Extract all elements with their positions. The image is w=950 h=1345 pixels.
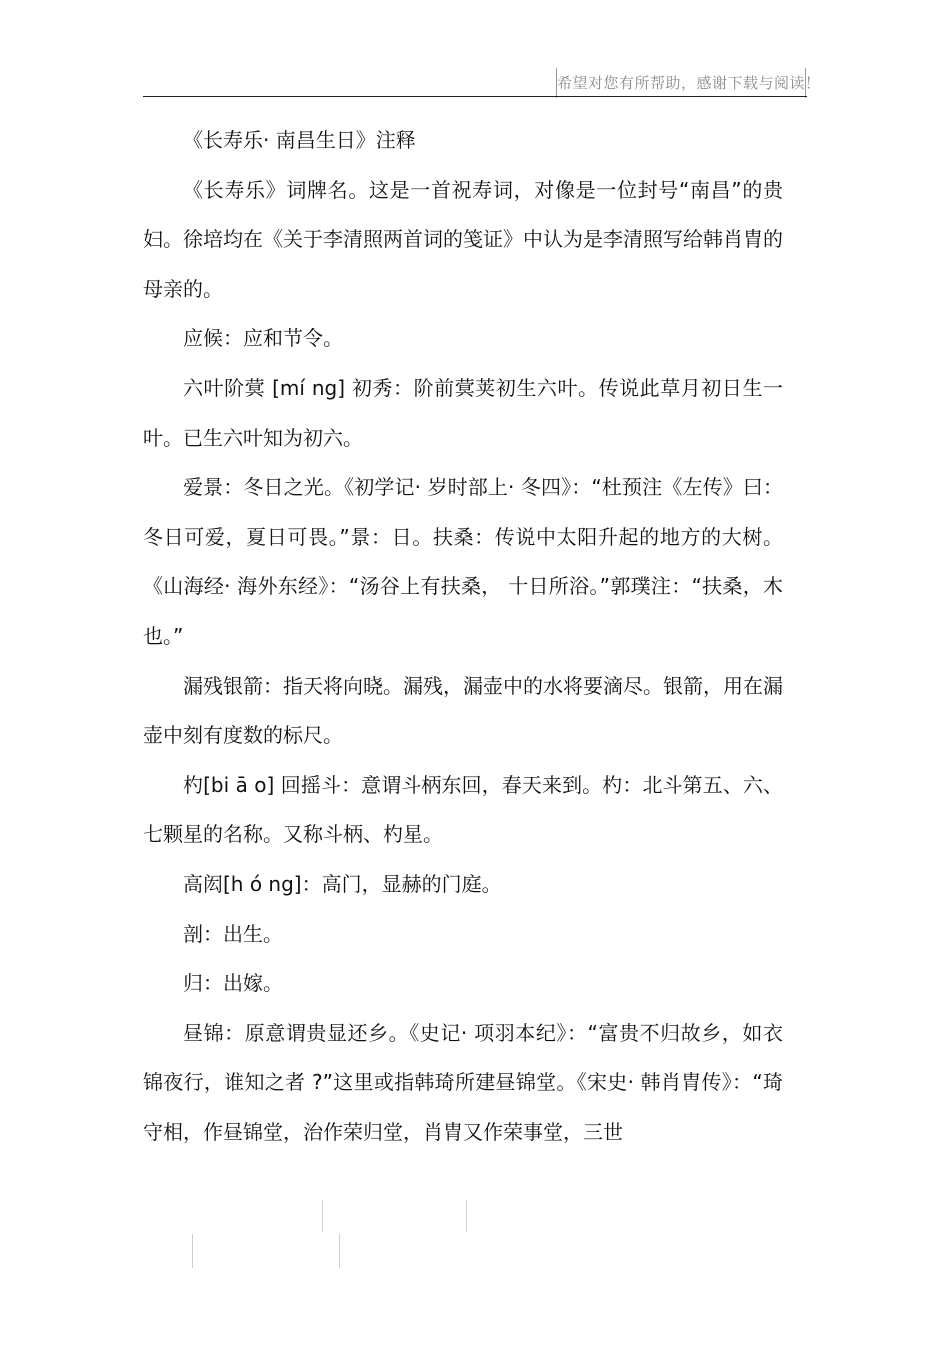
paragraph-pou: 剖：出生。: [183, 921, 283, 946]
footer-mark-line: [322, 1200, 323, 1232]
paragraph-liuye: 六叶阶蓂 [mí ng] 初秀：阶前蓂荚初生六叶。传说此草月初日生一叶。已生六叶知为初六。: [143, 375, 783, 450]
paragraph-gaohong: 高闳[h ó ng]：高门，显赫的门庭。: [183, 871, 502, 896]
paragraph-gui: 归：出嫁。: [183, 971, 283, 996]
paragraph-yinghou: 应候：应和节令。: [183, 326, 343, 351]
footer-mark-line: [339, 1234, 340, 1268]
footer-mark-line: [192, 1234, 193, 1268]
paragraph-loucan: 漏残银箭：指天将向晓。漏残，漏壶中的水将要滴尽。银箭，用在漏壶中刻有度数的标尺。: [143, 673, 783, 748]
header-divider: [143, 96, 807, 97]
paragraph-zhoujin: 昼锦：原意谓贵显还乡。《史记· 项羽本纪》：“富贵不归故乡，如衣锦夜行，谁知之者 ?”这里或指韩琦所建昼锦堂。《宋史· 韩肖胄传》：“琦守相，作昼锦堂，治作荣归堂，肖胄又作荣事堂，三世: [143, 1020, 783, 1144]
footer-mark-line: [466, 1200, 467, 1232]
document-title: 《长寿乐· 南昌生日》注释: [183, 128, 416, 152]
header-note: 希望对您有所帮助，感谢下载与阅读！: [556, 68, 806, 98]
paragraph-intro: 《长寿乐》词牌名。这是一首祝寿词，对像是一位封号“南昌”的贵妇。徐培均在《关于李清照两首词的笺证》中认为是李清照写给韩肖胄的母亲的。: [143, 177, 783, 301]
document-body: [143, 116, 783, 1157]
paragraph-aijing: 爱景：冬日之光。《初学记· 岁时部上· 冬四》：“杜预注《左传》曰：冬日可爱，夏日可畏。”景：日。扶桑：传说中太阳升起的地方的大树。《山海经· 海外东经》：“汤谷上有扶桑， 十日所浴。”郭璞注：“扶桑，木也。”: [143, 475, 783, 648]
paragraph-biao: 杓[bi ā o] 回摇斗：意谓斗柄东回，春天来到。杓：北斗第五、六、七颗星的名称。又称斗柄、杓星。: [143, 772, 783, 847]
